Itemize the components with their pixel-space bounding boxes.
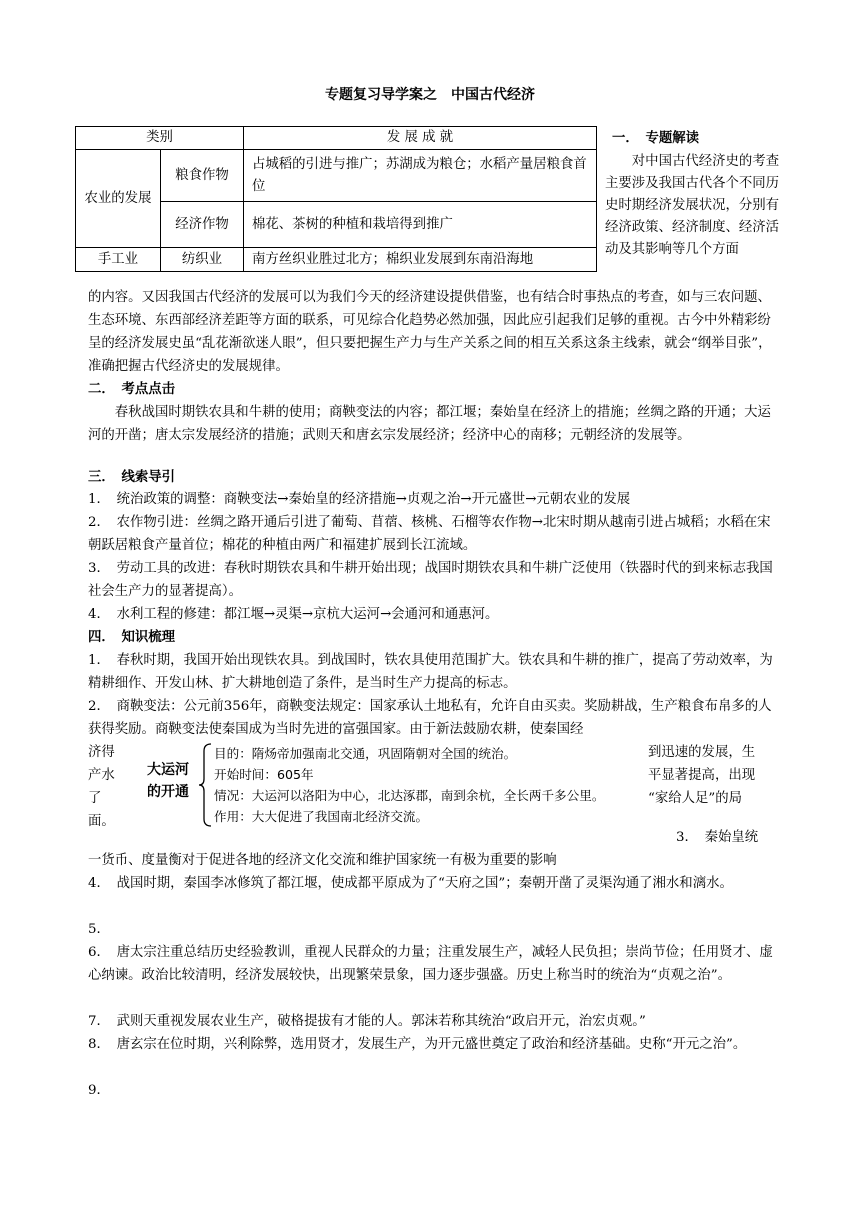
section-4-heading: 四． 知识梳理 (88, 630, 176, 645)
grand-canal-label: 大运河的开通 (147, 762, 189, 800)
grand-canal-effect: 作用：大大促进了我国南北经济交流。 (214, 809, 429, 824)
knowledge-item-2: 2． 商鞅变法：公元前356年，商鞅变法规定：国家承认土地私有，允许自由买卖。奖励耕战，生产粮食布帛多的人获得奖励。商鞅变法使秦国成为当时先进的富强国家。由于新法鼓励农耕，使秦国经 (88, 699, 772, 737)
wrap-text-left: 济得 产水 了 面。 (88, 745, 115, 829)
knowledge-item-7: 7． 武则天重视发展农业生产，破格提拔有才能的人。郭沫若称其统治“政启开元，治宏贞观。” (88, 1014, 646, 1029)
knowledge-item-3-continued: 一货币、度量衡对于促进各地的经济文化交流和维护国家统一有极为重要的影响 (88, 853, 557, 868)
table-cell-textile-content: 南方丝织业胜过北方；棉织业发展到东南沿海地 (244, 248, 597, 272)
table-cell-grain-content: 占城稻的引进与推广；苏湖成为粮仓；水稻产量居粮食首位 (244, 150, 597, 202)
grand-canal-box (142, 743, 652, 829)
section-3-item: 3． 劳动工具的改进：春秋时期铁农具和牛耕开始出现；战国时期铁农具和牛耕广泛使用（铁器时代的到来标志我国社会生产力的显著提高）。 (88, 561, 773, 599)
achievements-table (75, 126, 597, 272)
table-cell-agriculture: 农业的发展 (76, 150, 161, 248)
knowledge-item-9: 9． (88, 1083, 110, 1098)
knowledge-item-4: 4． 战国时期，秦国李冰修筑了都江堰，使成都平原成为了“天府之国”；秦朝开凿了灵渠沟通了湘水和漓水。 (88, 876, 733, 891)
section-1-continued: 的内容。又因我国古代经济的发展可以为我们今天的经济建设提供借鉴，也有结合时事热点的考查，如与三农问题、生态环境、东西部经济差距等方面的联系，可见综合化趋势必然加强，因此应引起我们足够的重视。古今中外精彩纷呈的经济发展史虽“乱花渐欲迷人眼”，但只要把握生产力与生产关系之间的相互关系这条主线索，就会“纲举目张”，准确把握古代经济史的发展规律。 (88, 290, 772, 374)
table-cell-cash-content: 棉花、茶树的种植和栽培得到推广 (244, 202, 597, 248)
grand-canal-situation: 情况：大运河以洛阳为中心，北达涿郡，南到余杭，全长两千多公里。 (214, 788, 605, 803)
table-cell-handicraft: 手工业 (76, 248, 161, 272)
grand-canal-start: 开始时间：605年 (214, 767, 314, 782)
wrap-text-right: 到迅速的发展，生 平显著提高，出现 “家给人足”的局 (648, 745, 756, 806)
knowledge-item-3-start: 3． 秦始皇统 (676, 830, 759, 845)
section-1-heading: 一． 专题解读 (612, 131, 700, 146)
section-2-heading: 二． 考点点击 (88, 382, 176, 397)
table-cell-textile: 纺织业 (161, 248, 244, 272)
section-3-item: 2． 农作物引进：丝绸之路开通后引进了葡萄、苜蓿、核桃、石榴等农作物→北宋时期从越南引进占城稻；水稻在宋朝跃居粮食产量首位；棉花的种植由两广和福建扩展到长江流域。 (88, 515, 771, 553)
table-header-category: 类别 (76, 127, 244, 150)
section-3-item: 4． 水利工程的修建：都江堰→灵渠→京杭大运河→会通河和通惠河。 (88, 607, 499, 622)
section-1-side-text: 对中国古代经济史的考查主要涉及我国古代各个不同历史时期经济发展状况，分别有经济政策、经济制度、经济活动及其影响等几个方面 (605, 154, 780, 257)
section-3-item: 1． 统治政策的调整：商鞅变法→秦始皇的经济措施→贞观之治→开元盛世→元朝农业的发展 (88, 492, 631, 507)
knowledge-item-6: 6． 唐太宗注重总结历史经验教训，重视人民群众的力量；注重发展生产，减轻人民负担；崇尚节俭；任用贤才、虚心纳谏。政治比较清明，经济发展较快，出现繁荣景象，国力逐步强盛。历史上称当时的统治为“贞观之治”。 (88, 945, 773, 983)
table-cell-grain-crops: 粮食作物 (161, 150, 244, 202)
table-header-achievements: 发 展 成 就 (244, 127, 597, 150)
knowledge-item-5: 5． (88, 922, 110, 937)
grand-canal-purpose: 目的：隋炀帝加强南北交通，巩固隋朝对全国的统治。 (214, 746, 517, 761)
page-title: 专题复习导学案之 中国古代经济 (325, 87, 535, 103)
section-2-text: 春秋战国时期铁农具和牛耕的使用；商鞅变法的内容；都江堰；秦始皇在经济上的措施；丝绸之路的开通；大运河的开凿；唐太宗发展经济的措施；武则天和唐玄宗发展经济；经济中心的南移；元朝经济的发展等。 (88, 405, 771, 443)
table-cell-cash-crops: 经济作物 (161, 202, 244, 248)
brace-icon (198, 743, 212, 827)
knowledge-item-1: 1． 春秋时期，我国开始出现铁农具。到战国时，铁农具使用范围扩大。铁农具和牛耕的推广，提高了劳动效率，为精耕细作、开发山林、扩大耕地创造了条件，是当时生产力提高的标志。 (88, 653, 773, 691)
section-3-heading: 三． 线索导引 (88, 470, 176, 485)
knowledge-item-8: 8． 唐玄宗在位时期，兴利除弊，选用贤才，发展生产，为开元盛世奠定了政治和经济基础。史称“开元之治”。 (88, 1037, 747, 1052)
